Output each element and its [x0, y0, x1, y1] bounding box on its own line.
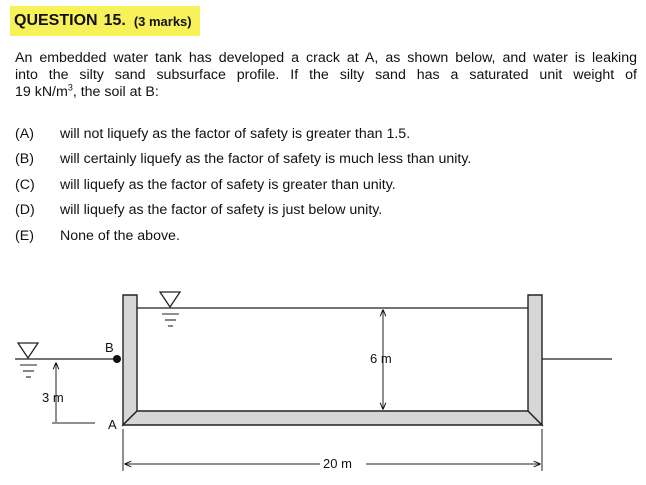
option-text: will liquefy as the factor of safety is greater than unity. — [60, 176, 396, 193]
tank-water-level-icon — [160, 292, 180, 307]
stem-unit-superscript: 3 — [67, 82, 73, 93]
depth-3m-label: 3 m — [42, 390, 64, 405]
option-text: will not liquefy as the factor of safety is greater than 1.5. — [60, 125, 411, 142]
stem-line-2: into the silty sand subsurface profile. If the silty sand has a saturated unit weight of — [15, 67, 637, 83]
tank-wall-right — [528, 295, 542, 425]
option-text: will liquefy as the factor of safety is just below unity. — [60, 202, 383, 219]
question-number: 15. — [103, 12, 126, 29]
width-20m-label: 20 m — [323, 456, 352, 471]
depth-6m-label: 6 m — [370, 351, 392, 366]
point-b-marker — [113, 355, 121, 363]
option-label: (E) — [15, 227, 34, 244]
tank-base — [123, 411, 542, 425]
stem-line-3-pre: 19 kN/m — [15, 84, 68, 100]
option-label: (C) — [15, 176, 35, 193]
tank-wall-left — [123, 295, 137, 425]
question-marks: (3 marks) — [133, 13, 192, 29]
option-label: (B) — [15, 151, 34, 168]
ground-water-level-icon — [18, 343, 38, 358]
option-text: None of the above. — [60, 227, 180, 244]
stem-line-3-post: , the soil at B: — [72, 84, 159, 100]
stem-line-1: An embedded water tank has developed a crack at A, as shown below, and water is leaking — [15, 50, 637, 66]
option-label: (D) — [15, 202, 35, 219]
option-label: (A) — [15, 125, 34, 142]
option-text: will certainly liquefy as the factor of safety is much less than unity. — [60, 151, 472, 168]
point-a-label: A — [108, 417, 117, 432]
point-b-label: B — [105, 340, 114, 355]
question-label: QUESTION — [14, 12, 98, 29]
